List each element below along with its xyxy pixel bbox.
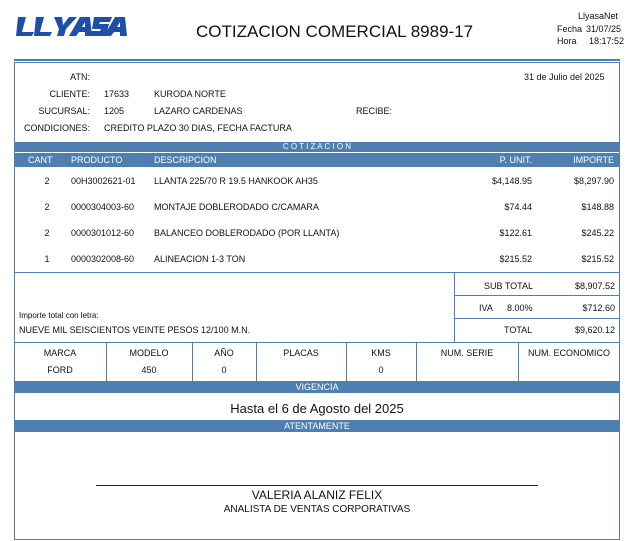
item-descripcion: BALANCEO DOBLERODADO (POR LLANTA) — [154, 228, 340, 238]
col-punit: P. UNIT. — [499, 155, 532, 165]
vehicle-value-kms: 0 — [378, 365, 384, 375]
item-producto: 0000302008-60 — [71, 254, 135, 264]
item-punit: $4,148.95 — [491, 176, 532, 186]
vehicle-header-anio: AÑO — [214, 348, 234, 358]
items-header-row — [14, 153, 620, 167]
hora-value: 18:17:52 — [589, 36, 625, 46]
vehicle-value-marca: FORD — [47, 365, 73, 375]
total-value: $9,620.12 — [574, 325, 615, 335]
importe-letra-label: Importe total con letra: — [19, 311, 99, 320]
col-importe: IMPORTE — [573, 155, 614, 165]
importe-letra-value: NUEVE MIL SEISCIENTOS VEINTE PESOS 12/100 M.N. — [19, 325, 251, 335]
signer-name: VALERIA ALANIZ FELIX — [251, 488, 383, 502]
cotizacion-title-bar — [14, 142, 620, 152]
vehicle-value-modelo: 450 — [141, 365, 157, 375]
quote-frame — [14, 62, 620, 540]
item-punit: $215.52 — [499, 254, 532, 264]
subtotal-label: SUB TOTAL — [484, 281, 534, 291]
vehicle-col-divider — [106, 342, 107, 381]
item-producto: 00H3002621-01 — [71, 176, 136, 186]
sucursal-code: 1205 — [104, 106, 125, 116]
totals-divider — [454, 272, 455, 342]
llyasa-logo — [14, 14, 130, 38]
item-punit: $122.61 — [499, 228, 532, 238]
signature-line — [96, 485, 538, 486]
recibe-label: RECIBE: — [356, 106, 393, 116]
item-descripcion: ALINEACION 1-3 TON — [154, 254, 246, 264]
item-cant: 1 — [44, 254, 50, 264]
document-title: COTIZACION COMERCIAL 8989-17 — [196, 22, 474, 41]
condiciones-value: CREDITO PLAZO 30 DIAS, FECHA FACTURA — [104, 123, 292, 133]
item-producto: 0000301012-60 — [71, 228, 135, 238]
item-importe: $8,297.90 — [573, 176, 614, 186]
subtotal-value: $8,907.52 — [574, 281, 615, 291]
item-punit: $74.44 — [504, 202, 532, 212]
item-descripcion: MONTAJE DOBLERODADO C/CAMARA — [154, 202, 319, 212]
cliente-name: KURODA NORTE — [154, 89, 226, 99]
table-row — [14, 254, 620, 266]
items-bottom-line — [14, 272, 620, 273]
item-producto: 0000304003-60 — [71, 202, 135, 212]
quote-date: 31 de Julio del 2025 — [524, 72, 605, 82]
hora-label: Hora — [557, 36, 577, 46]
cliente-label: CLIENTE: — [49, 89, 90, 99]
iva-value: $712.60 — [582, 303, 615, 313]
vehicle-header-kms: KMS — [371, 348, 391, 358]
vehicle-col-divider — [192, 342, 193, 381]
vehicle-col-divider — [346, 342, 347, 381]
vehicle-col-divider — [416, 342, 417, 381]
iva-line — [454, 318, 620, 319]
vehicle-header-modelo: MODELO — [129, 348, 169, 358]
iva-label: IVA — [479, 303, 493, 313]
condiciones-label: CONDICIONES: — [23, 123, 90, 133]
col-producto: PRODUCTO — [71, 155, 123, 165]
vehicle-value-anio: 0 — [221, 365, 227, 375]
item-cant: 2 — [44, 228, 50, 238]
system-name: LlyasaNet — [578, 11, 619, 21]
vehicle-col-divider — [256, 342, 257, 381]
col-descripcion: DESCRIPCION — [154, 155, 217, 165]
vigencia-bar: VIGENCIA — [14, 381, 620, 393]
item-descripcion: LLANTA 225/70 R 19.5 HANKOOK AH35 — [154, 176, 318, 186]
vehicle-col-divider — [518, 342, 519, 381]
sucursal-name: LAZARO CARDENAS — [154, 106, 243, 116]
cotizacion-title: C O T I Z A C I O N — [282, 142, 352, 151]
vehicle-header-marca: MARCA — [43, 348, 77, 358]
item-cant: 2 — [44, 176, 50, 186]
vehicle-header-num-economico: NUM. ECONOMICO — [528, 348, 610, 358]
vehicle-header-num-serie: NUM. SERIE — [440, 348, 494, 358]
signer-role: ANALISTA DE VENTAS CORPORATIVAS — [223, 504, 411, 515]
fecha-label: Fecha — [557, 24, 583, 34]
item-importe: $245.22 — [581, 228, 614, 238]
vigencia-value: Hasta el 6 de Agosto del 2025 — [230, 401, 404, 416]
item-importe: $215.52 — [581, 254, 614, 264]
vehicle-top-line — [14, 342, 620, 343]
item-cant: 2 — [44, 202, 50, 212]
col-cant: CANT — [28, 155, 53, 165]
vehicle-header-placas: PLACAS — [283, 348, 319, 358]
cliente-code: 17633 — [104, 89, 130, 99]
sucursal-label: SUCURSAL: — [38, 106, 90, 116]
table-row — [14, 176, 620, 188]
fecha-value: 31/07/25 — [586, 24, 622, 34]
total-label: TOTAL — [504, 325, 533, 335]
iva-rate: 8.00% — [507, 303, 533, 313]
atn-label: ATN: — [70, 72, 90, 82]
table-row — [14, 228, 620, 240]
atentamente-bar: ATENTAMENTE — [14, 420, 620, 432]
item-importe: $148.88 — [581, 202, 614, 212]
table-row — [14, 202, 620, 214]
header-divider — [14, 59, 620, 61]
subtotal-line — [454, 295, 620, 296]
